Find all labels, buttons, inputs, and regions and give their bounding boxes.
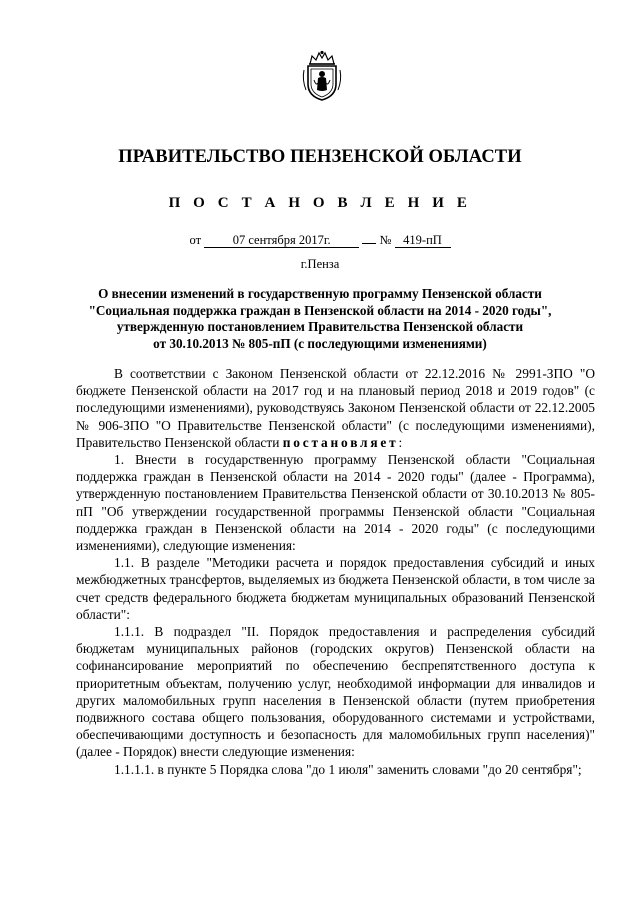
document-subject (60, 286, 580, 352)
document-body (76, 365, 595, 778)
document-number: 419-пП (395, 233, 451, 248)
city: г.Пенза (300, 257, 340, 271)
intro-text: В соответствии с Законом Пензенской области от 22.12.2016 № 2991-ЗПО "О бюджете Пензенской области на 2017 год и на плановый период 2018 и 2019 годов" (с последующими изменениями), руководствуясь Законом Пензенской области от 22.12.2005 № 906-ЗПО "О Правительстве Пензенской области" (с последующими изменениями), Правительство Пензенской области (76, 366, 595, 450)
item-1-1-1-paragraph: 1.1.1. В подраздел "II. Порядок предоставления и распределения субсидий бюджетам муниципальных районов (городских округов) Пензенской области на софинансирование мероприятий по обеспечению беспрепятственного доступа к приоритетным объектам, получению услуг, необходимой информации для инвалидов и других маломобильных групп населения в Пензенской области (путем приобретения подвижного состава общего пользования, оборудованного системами и устройствами, обеспечивающими доступность и безопасность для маломобильных групп населения)" (далее - Порядок) внести следующие изменения: (76, 624, 595, 760)
intro-paragraph (76, 365, 595, 451)
item-1-1-1-1-paragraph: 1.1.1.1. в пункте 5 Порядка слова "до 1 июля" заменить словами "до 20 сентября"; (114, 761, 582, 777)
date-underline-tail (362, 243, 376, 244)
date-number-line (0, 232, 640, 248)
item-1-paragraph: 1. Внести в государственную программу Пензенской области "Социальная поддержка граждан в Пензенской области на 2014 - 2020 годы" (далее - Программа), утвержденную постановлением Правительства Пензенской области от 30.10.2013 № 805-пП "Об утверждении государственной программы Пензенской области "Социальная поддержка граждан в Пензенской области на 2014 - 2020 годы" (с последующими изменениями), следующие изменения: (76, 452, 595, 554)
subject-line: от 30.10.2013 № 805-пП (с последующими изменениями) (153, 335, 487, 351)
resolves-colon: : (398, 434, 403, 450)
government-title: ПРАВИТЕЛЬСТВО ПЕНЗЕНСКОЙ ОБЛАСТИ (118, 147, 522, 167)
subject-line: утвержденную постановлением Правительства Пензенской области (116, 319, 524, 334)
coat-of-arms-emblem (300, 50, 344, 102)
item-1-1-paragraph: 1.1. В разделе "Методики расчета и порядок предоставления субсидий и иных межбюджетных трансфертов, выделяемых из бюджета Пензенской области, в том числе за счет средств федерального бюджета бюджетам муниципальных образований Пензенской области": (76, 555, 595, 622)
subject-line: "Социальная поддержка граждан в Пензенской области на 2014 - 2020 годы", (88, 302, 552, 318)
number-sign: № (379, 233, 392, 247)
resolves-word: постановляет (282, 434, 399, 450)
document-date: 07 сентября 2017г. (204, 233, 359, 248)
document-type: П О С Т А Н О В Л Е Н И Е (168, 195, 472, 211)
date-prefix: от (189, 233, 202, 247)
subject-line: О внесении изменений в государственную программу Пензенской области (98, 286, 542, 301)
